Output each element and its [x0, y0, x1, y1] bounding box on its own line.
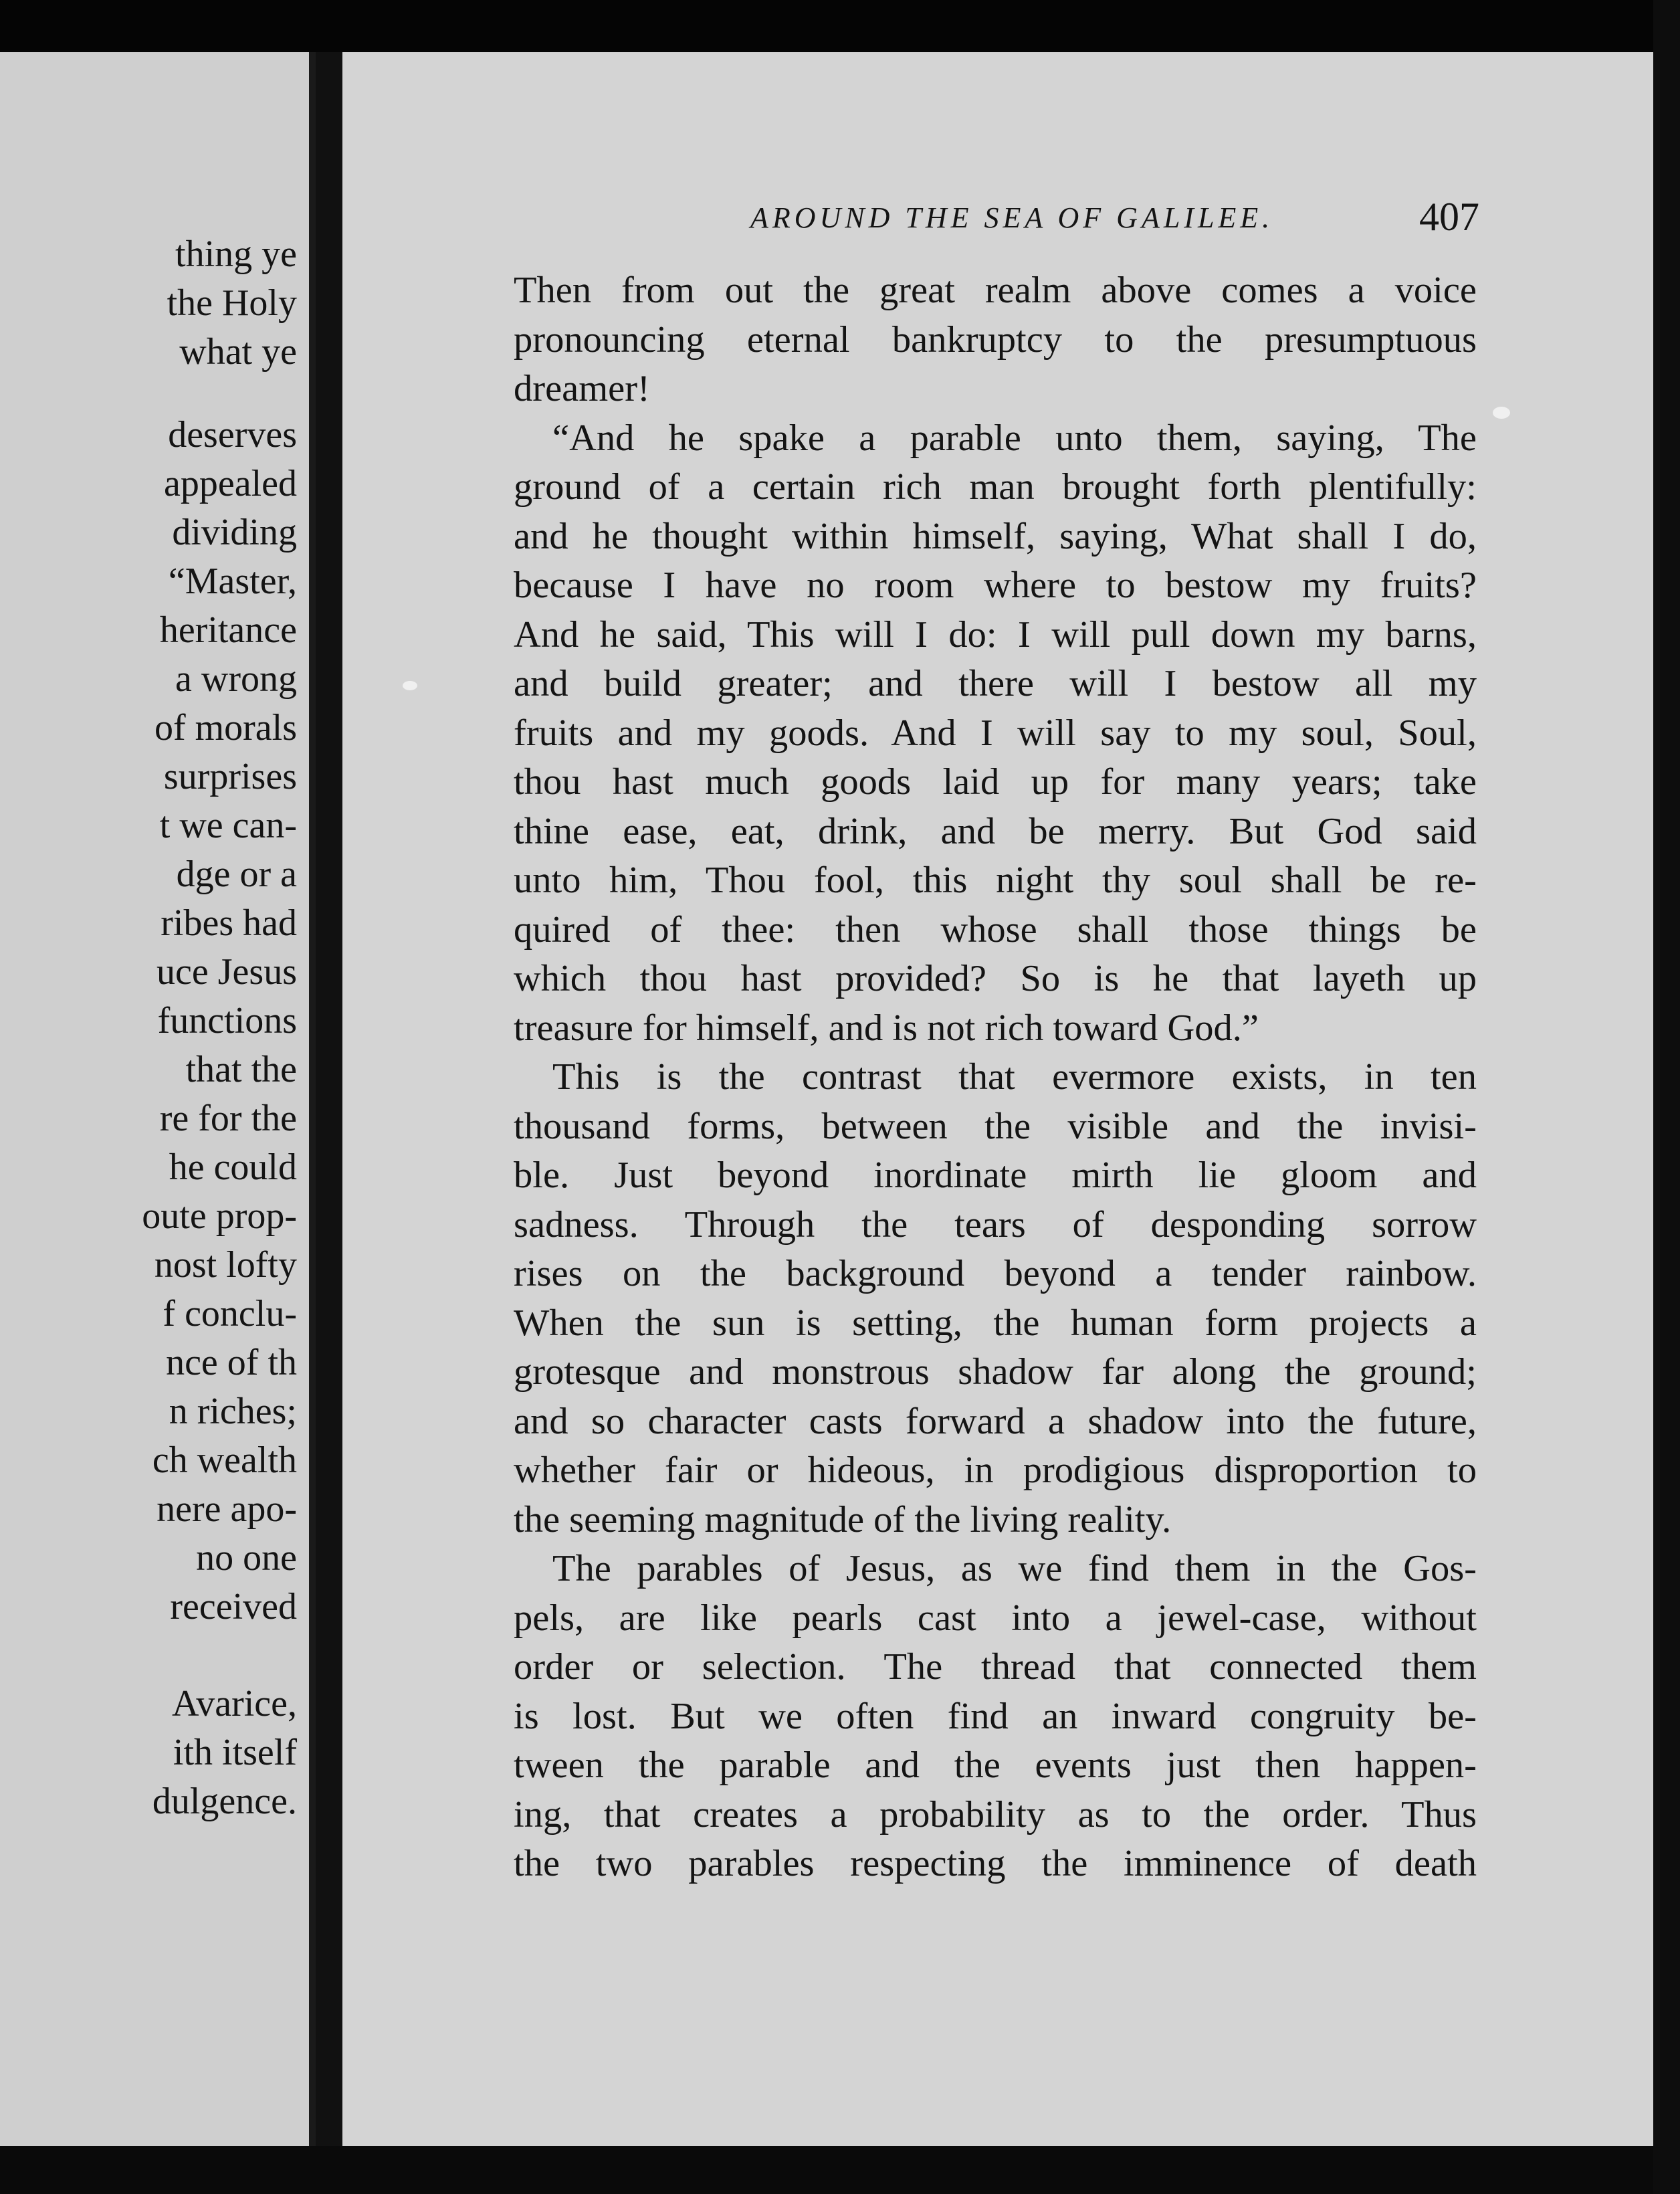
text-line: This is the contrast that evermore exists, in ten — [552, 1056, 1477, 1098]
left-page-line: a wrong — [175, 658, 297, 700]
left-page-line: received — [170, 1586, 297, 1627]
text-line: dreamer! — [514, 368, 650, 409]
left-page-line: appealed — [164, 463, 297, 504]
text-line: tween the parable and the events just then happen- — [514, 1744, 1477, 1786]
right-page — [342, 52, 1653, 2146]
text-line: Then from out the great realm above comes a voice — [514, 270, 1477, 311]
text-line: sadness. Through the tears of desponding sorrow — [514, 1203, 1477, 1245]
text-line: the two parables respecting the imminence of death — [514, 1843, 1477, 1884]
text-line: pels, are like pearls cast into a jewel-case, without — [514, 1597, 1477, 1639]
left-page-line: deserves — [168, 414, 297, 456]
text-line: ble. Just beyond inordinate mirth lie gloom and — [514, 1155, 1477, 1196]
left-page-line: f conclu- — [163, 1293, 297, 1334]
left-page-line: t we can- — [159, 805, 297, 846]
left-page-line: functions — [157, 1000, 297, 1041]
text-line: When the sun is setting, the human form projects a — [514, 1302, 1477, 1344]
text-line: fruits and my goods. And I will say to my soul, Soul, — [514, 712, 1477, 754]
left-page-line: thing ye — [175, 233, 297, 275]
left-page-line: oute prop- — [142, 1195, 297, 1237]
left-page-line: re for the — [159, 1098, 297, 1139]
left-page — [0, 52, 316, 2159]
text-line: and so character casts forward a shadow into the future, — [514, 1400, 1477, 1442]
running-head: AROUND THE SEA OF GALILEE. — [750, 201, 1274, 234]
page-number: 407 — [1419, 195, 1479, 239]
text-line: rises on the background beyond a tender rainbow. — [514, 1253, 1477, 1294]
left-page-line: ch wealth — [152, 1439, 297, 1481]
left-page-line: he could — [169, 1146, 297, 1188]
left-page-line: no one — [196, 1537, 297, 1579]
left-page-line: nost lofty — [154, 1244, 297, 1286]
text-line: thousand forms, between the visible and the invisi- — [514, 1105, 1477, 1147]
text-line: And he said, This will I do: I will pull down my barns, — [514, 613, 1477, 656]
text-line: grotesque and monstrous shadow far along the ground; — [514, 1351, 1477, 1393]
scan-speck — [1493, 407, 1510, 419]
text-line: and build greater; and there will I bestow all my — [514, 663, 1477, 704]
left-page-line: n riches; — [169, 1391, 297, 1432]
left-page-line: surprises — [163, 756, 297, 797]
text-line: The parables of Jesus, as we find them in the Gos- — [552, 1548, 1477, 1589]
left-page-line: the Holy — [167, 282, 297, 324]
left-page-line: dividing — [172, 512, 297, 553]
text-line: pronouncing eternal bankruptcy to the presumptuous — [514, 318, 1477, 361]
text-line: because I have no room where to bestow my fruits? — [514, 565, 1477, 606]
left-page-line: Avarice, — [171, 1683, 297, 1724]
text-line: quired of thee: then whose shall those things be — [514, 908, 1477, 951]
text-line: and he thought within himself, saying, What shall I do, — [514, 515, 1477, 557]
body-text — [514, 266, 1477, 1889]
left-page-line: ith itself — [173, 1732, 297, 1773]
scan-border-bottom — [0, 2146, 1680, 2194]
left-page-line: that the — [185, 1049, 297, 1090]
left-page-line: nere apo- — [156, 1488, 297, 1530]
text-line: the seeming magnitude of the living reality. — [514, 1498, 1172, 1540]
left-page-line: dulgence. — [152, 1781, 297, 1822]
book-gutter — [316, 52, 342, 2159]
scan-border-right — [1653, 0, 1680, 2194]
text-line: whether fair or hideous, in prodigious disproportion to — [514, 1450, 1477, 1491]
text-line: thou hast much goods laid up for many years; take — [514, 761, 1477, 803]
left-page-line: uce Jesus — [156, 951, 297, 993]
left-page-line: “Master, — [168, 561, 297, 602]
left-page-line: heritance — [159, 609, 297, 651]
text-line: ing, that creates a probability as to the order. Thus — [514, 1793, 1477, 1835]
left-page-line: of morals — [154, 707, 297, 749]
left-page-line: ribes had — [161, 902, 297, 944]
left-page-line: nce of th — [166, 1342, 297, 1383]
text-line: is lost. But we often find an inward congruity be- — [514, 1695, 1477, 1737]
scan-speck — [403, 681, 417, 690]
text-line: which thou hast provided? So is he that layeth up — [514, 958, 1477, 999]
text-line: order or selection. The thread that connected them — [514, 1646, 1477, 1688]
text-line: treasure for himself, and is not rich toward God.” — [514, 1007, 1259, 1049]
left-page-line: what ye — [179, 331, 297, 373]
text-line: ground of a certain rich man brought forth plentifully: — [514, 466, 1477, 508]
text-line: “And he spake a parable unto them, saying, The — [552, 417, 1477, 459]
text-line: unto him, Thou fool, this night thy soul shall be re- — [514, 860, 1477, 901]
left-page-line: dge or a — [176, 854, 297, 895]
text-line: thine ease, eat, drink, and be merry. But God said — [514, 810, 1477, 852]
